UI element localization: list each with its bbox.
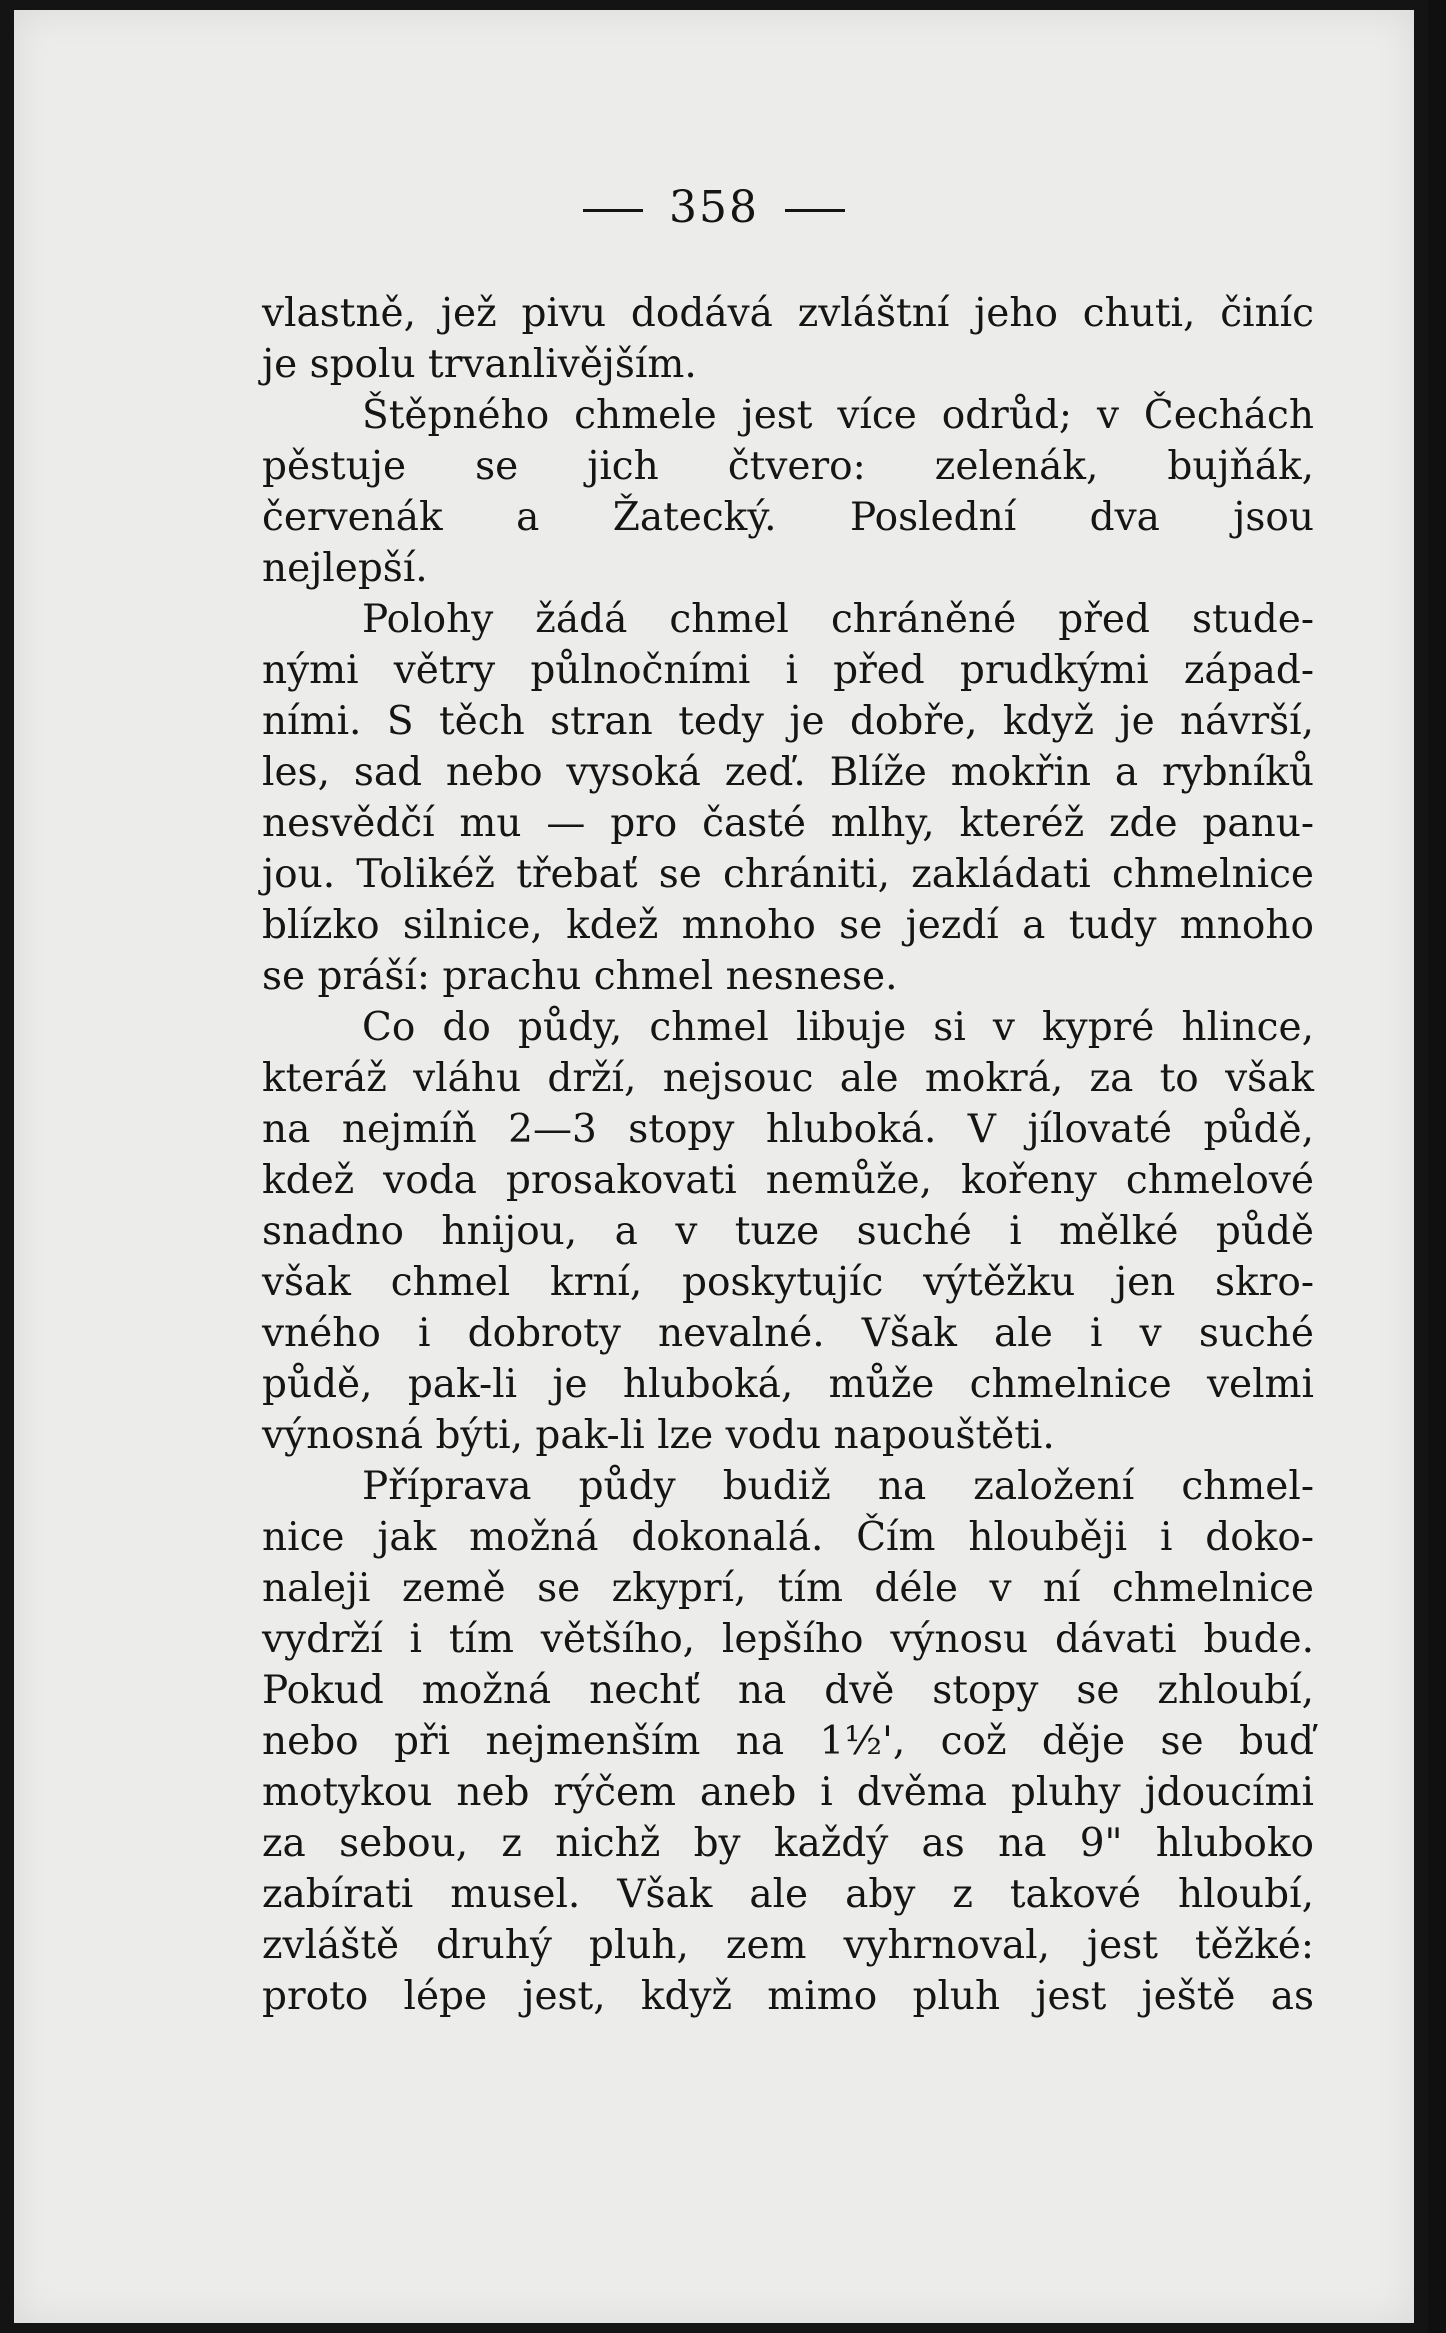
text-line: motykou neb rýčem aneb i dvěma pluhy jdoucími bbox=[262, 1770, 1314, 1815]
text-line: kdež voda prosakovati nemůže, kořeny chmelové bbox=[262, 1158, 1314, 1203]
page-edge-shadow bbox=[1428, 0, 1446, 2333]
text-line: Polohy žádá chmel chráněné před stude- bbox=[362, 597, 1314, 642]
page-number-header bbox=[14, 182, 1414, 233]
text-line: pěstuje se jich čtvero: zelenák, bujňák, bbox=[262, 444, 1314, 489]
book-page bbox=[14, 10, 1414, 2323]
text-line: jou. Tolikéž třebať se chrániti, zakládati chmelnice bbox=[262, 852, 1314, 897]
text-line: se práší: prachu chmel nesnese. bbox=[262, 954, 898, 999]
text-line: však chmel krní, poskytujíc výtěžku jen skro- bbox=[262, 1260, 1314, 1305]
text-line: vydrží i tím většího, lepšího výnosu dávati bude. bbox=[262, 1617, 1314, 1662]
text-line: Co do půdy, chmel libuje si v kypré hlince, bbox=[362, 1005, 1314, 1050]
text-line: půdě, pak-li je hluboká, může chmelnice velmi bbox=[262, 1362, 1314, 1407]
text-line: Příprava půdy budiž na založení chmel- bbox=[362, 1464, 1314, 1509]
text-line: červenák a Žatecký. Poslední dva jsou bbox=[262, 495, 1314, 540]
text-line: na nejmíň 2—3 stopy hluboká. V jílovaté půdě, bbox=[262, 1107, 1314, 1152]
text-line: nice jak možná dokonalá. Čím hlouběji i doko- bbox=[262, 1515, 1314, 1560]
text-line: Štěpného chmele jest více odrůd; v Čechách bbox=[362, 393, 1314, 438]
text-line: vlastně, jež pivu dodává zvláštní jeho chuti, činíc bbox=[262, 291, 1314, 336]
text-line: nejlepší. bbox=[262, 546, 428, 591]
text-line: je spolu trvanlivějším. bbox=[262, 342, 697, 387]
text-line: blízko silnice, kdež mnoho se jezdí a tudy mnoho bbox=[262, 903, 1314, 948]
text-line: snadno hnijou, a v tuze suché i mělké půdě bbox=[262, 1209, 1314, 1254]
text-line: ními. S těch stran tedy je dobře, když je návrší, bbox=[262, 699, 1314, 744]
text-line: výnosná býti, pak-li lze vodu napouštěti. bbox=[262, 1413, 1055, 1458]
text-line: nesvědčí mu — pro časté mlhy, kteréž zde panu- bbox=[262, 801, 1314, 846]
body-text bbox=[262, 288, 1314, 2022]
text-line: nebo při nejmenším na 1½', což děje se buď bbox=[262, 1719, 1314, 1764]
text-line: zabírati musel. Však ale aby z takové hloubí, bbox=[262, 1872, 1314, 1917]
page-number: 358 bbox=[669, 182, 759, 233]
text-line: les, sad nebo vysoká zeď. Blíže mokřin a rybníků bbox=[262, 750, 1314, 795]
text-line: proto lépe jest, když mimo pluh jest ještě as bbox=[262, 1974, 1314, 2019]
left-dash bbox=[583, 209, 643, 212]
text-line: kteráž vláhu drží, nejsouc ale mokrá, za to však bbox=[262, 1056, 1314, 1101]
right-dash bbox=[785, 209, 845, 212]
text-line: naleji země se zkyprí, tím déle v ní chmelnice bbox=[262, 1566, 1314, 1611]
text-line: nými větry půlnočními i před prudkými západ- bbox=[262, 648, 1314, 693]
text-line: Pokud možná nechť na dvě stopy se zhloubí, bbox=[262, 1668, 1314, 1713]
text-line: vného i dobroty nevalné. Však ale i v suché bbox=[262, 1311, 1314, 1356]
text-line: za sebou, z nichž by každý as na 9" hluboko bbox=[262, 1821, 1314, 1866]
text-line: zvláště druhý pluh, zem vyhrnoval, jest těžké: bbox=[262, 1923, 1314, 1968]
